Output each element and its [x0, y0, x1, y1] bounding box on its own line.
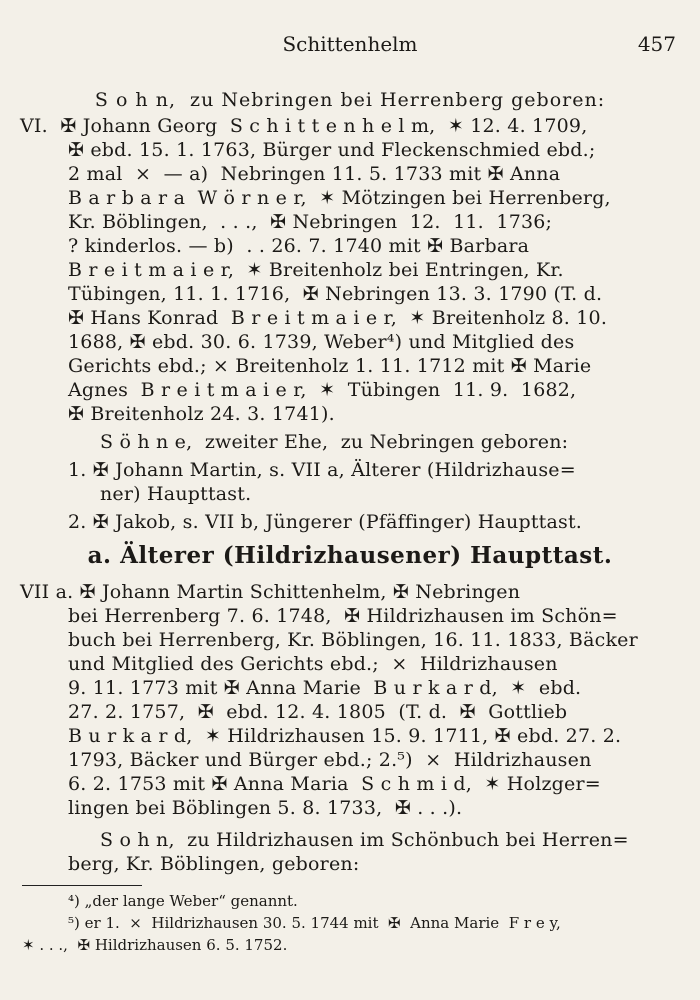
text-line: Tübingen, 11. 1. 1716, ✠ Nebringen 13. 3. 1790 (T. d.	[68, 283, 603, 305]
text-line: berg, Kr. Böblingen, geboren:	[68, 853, 360, 875]
text-line: buch bei Herrenberg, Kr. Böblingen, 16. 11. 1833, Bäcker	[68, 629, 638, 651]
running-head: Schittenhelm	[282, 32, 418, 56]
text-line: B u r k a r d, ✶ Hildrizhausen 15. 9. 1711, ✠ ebd. 27. 2.	[68, 725, 622, 747]
text-line: B a r b a r a W ö r n e r, ✶ Mötzingen bei Herrenberg,	[68, 187, 611, 209]
text-line: ✠ ebd. 15. 1. 1763, Bürger und Fleckenschmied ebd.;	[68, 139, 596, 161]
footnote-line: ⁵) er 1. × Hildrizhausen 30. 5. 1744 mit ✠ Anna Marie F r e y,	[68, 914, 561, 932]
text-line: 1688, ✠ ebd. 30. 6. 1739, Weber⁴) und Mitglied des	[68, 331, 575, 353]
text-line: ner) Haupttast.	[100, 483, 252, 505]
text-line: a. Älterer (Hildrizhausener) Haupttast.	[87, 542, 613, 569]
text-line: S o h n, zu Nebringen bei Herrenberg geboren:	[94, 89, 606, 111]
page-header	[0, 32, 700, 62]
text-line: S o h n, zu Hildrizhausen im Schönbuch bei Herren=	[100, 829, 629, 851]
text-line: bei Herrenberg 7. 6. 1748, ✠ Hildrizhausen im Schön=	[68, 605, 618, 627]
text-line: Gerichts ebd.; × Breitenholz 1. 11. 1712 mit ✠ Marie	[68, 355, 592, 377]
text-line: B r e i t m a i e r, ✶ Breitenholz bei Entringen, Kr.	[68, 259, 564, 281]
text-line: und Mitglied des Gerichts ebd.; × Hildrizhausen	[68, 653, 558, 675]
text-line: ✠ Breitenholz 24. 3. 1741).	[68, 403, 335, 425]
footnote-rule	[22, 885, 142, 886]
text-line: Agnes B r e i t m a i e r, ✶ Tübingen 11. 9. 1682,	[68, 379, 577, 401]
text-line: 1. ✠ Johann Martin, s. VII a, Älterer (Hildrizhause=	[68, 459, 576, 481]
text-line: VII a. ✠ Johann Martin Schittenhelm, ✠ Nebringen	[20, 581, 521, 603]
text-line: Kr. Böblingen, . . ., ✠ Nebringen 12. 11. 1736;	[68, 211, 553, 233]
page-number: 457	[637, 32, 676, 56]
text-line: lingen bei Böblingen 5. 8. 1733, ✠ . . .).	[68, 797, 463, 819]
text-line: 27. 2. 1757, ✠ ebd. 12. 4. 1805 (T. d. ✠ Gottlieb	[68, 701, 568, 723]
text-line: S ö h n e, zweiter Ehe, zu Nebringen geboren:	[100, 431, 569, 453]
text-line: 9. 11. 1773 mit ✠ Anna Marie B u r k a r d, ✶ ebd.	[68, 677, 582, 699]
text-line: VI. ✠ Johann Georg S c h i t t e n h e l m, ✶ 12. 4. 1709,	[20, 115, 588, 137]
text-line: 1793, Bäcker und Bürger ebd.; 2.⁵) × Hildrizhausen	[68, 749, 592, 771]
text-line: ? kinderlos. — b) . . 26. 7. 1740 mit ✠ Barbara	[68, 235, 530, 257]
text-line: ✠ Hans Konrad B r e i t m a i e r, ✶ Breitenholz 8. 10.	[68, 307, 608, 329]
text-line: 2. ✠ Jakob, s. VII b, Jüngerer (Pfäffinger) Haupttast.	[68, 511, 583, 533]
footnote-line: ⁴) „der lange Weber“ genannt.	[68, 892, 298, 910]
text-line: 2 mal × — a) Nebringen 11. 5. 1733 mit ✠ Anna	[68, 163, 561, 185]
text-line: 6. 2. 1753 mit ✠ Anna Maria S c h m i d, ✶ Holzger=	[68, 773, 601, 795]
footnote-line: ✶ . . ., ✠ Hildrizhausen 6. 5. 1752.	[22, 936, 288, 954]
